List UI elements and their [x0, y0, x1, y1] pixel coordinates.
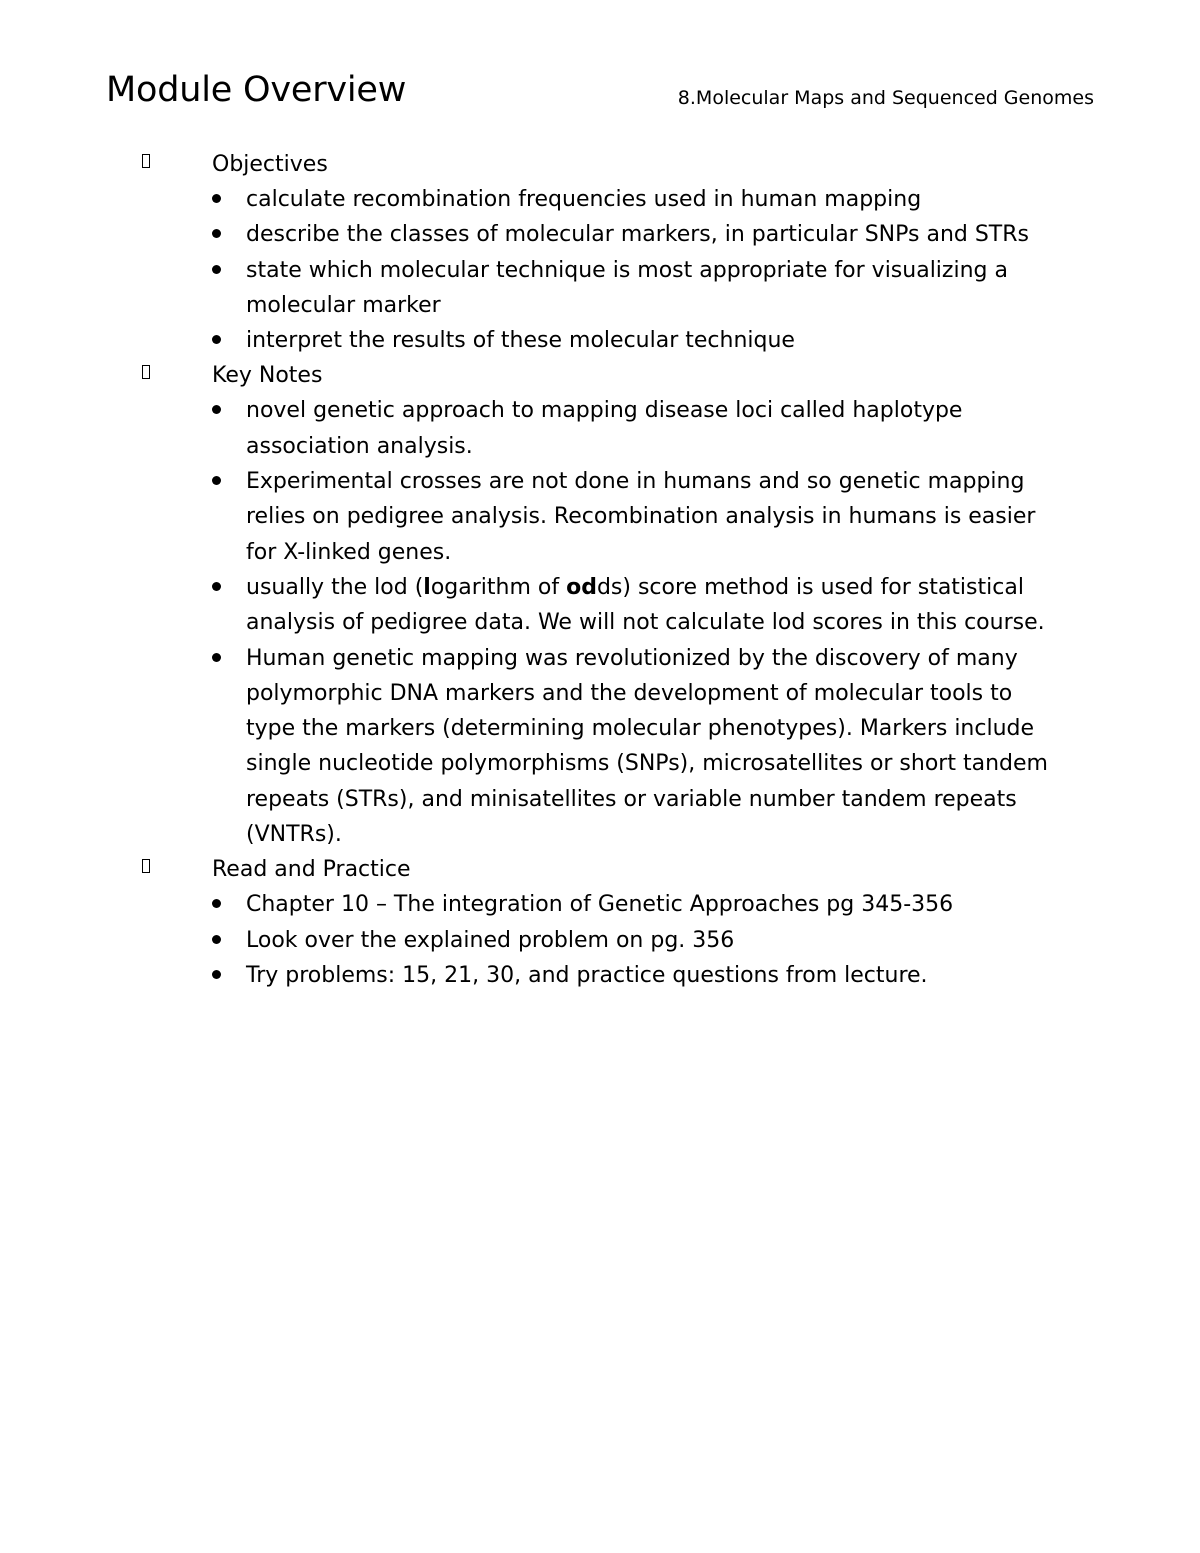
missing-glyph-icon — [142, 859, 150, 873]
list-item: calculate recombination frequencies used in human mapping — [0, 182, 1056, 217]
list-item: usually the lod (logarithm of odds) score method is used for statistical analysis of pedigree data. We will not calculate lod scores in this course. — [0, 570, 1056, 641]
section-objectives — [0, 147, 1200, 358]
bullet-icon — [212, 405, 221, 414]
section-heading — [0, 147, 1200, 182]
missing-glyph-icon — [142, 154, 150, 168]
bullet-icon — [212, 229, 221, 238]
bullet-list — [0, 887, 1200, 993]
list-item: Look over the explained problem on pg. 356 — [0, 923, 1056, 958]
list-item: state which molecular technique is most appropriate for visualizing a molecular marker — [0, 253, 1056, 324]
bullet-icon — [212, 653, 221, 662]
outline — [0, 147, 1200, 993]
list-item: Try problems: 15, 21, 30, and practice questions from lecture. — [0, 958, 1056, 993]
list-item: Chapter 10 – The integration of Genetic Approaches pg 345-356 — [0, 887, 1056, 922]
section-heading — [0, 852, 1200, 887]
bullet-icon — [212, 194, 221, 203]
section-read-and-practice — [0, 852, 1200, 993]
section-label: Objectives — [212, 152, 328, 177]
list-item: novel genetic approach to mapping disease loci called haplotype association analysis. — [0, 393, 1056, 464]
list-item: interpret the results of these molecular technique — [0, 323, 1056, 358]
section-label: Key Notes — [212, 363, 323, 389]
section-heading — [0, 358, 1200, 393]
bullet-icon — [212, 899, 221, 908]
section-key-notes — [0, 358, 1200, 852]
page-title: Module Overview — [106, 70, 407, 110]
list-item: describe the classes of molecular markers, in particular SNPs and STRs — [0, 217, 1056, 252]
bullet-icon — [212, 970, 221, 979]
bullet-icon — [212, 265, 221, 274]
bullet-icon — [212, 935, 221, 944]
list-item: Human genetic mapping was revolutionized by the discovery of many polymorphic DNA markers and the development of molecular tools to type the markers (determining molecular phenotypes). Markers include single nucleotide polymorphisms (SNPs), microsatellites or short tandem repeats (STRs), and minisatellites or variable number tandem repeats (VNTRs). — [0, 641, 1056, 853]
bullet-icon — [212, 335, 221, 344]
list-item: Experimental crosses are not done in humans and so genetic mapping relies on pedigree analysis. Recombination analysis in humans is easier for X-linked genes. — [0, 464, 1056, 570]
bullet-icon — [212, 582, 221, 591]
bullet-list — [0, 182, 1200, 358]
missing-glyph-icon — [142, 365, 150, 379]
bullet-icon — [212, 476, 221, 485]
section-label: Read and Practice — [212, 857, 411, 883]
bullet-list — [0, 393, 1200, 852]
module-subtitle: 8.Molecular Maps and Sequenced Genomes — [677, 87, 1094, 109]
